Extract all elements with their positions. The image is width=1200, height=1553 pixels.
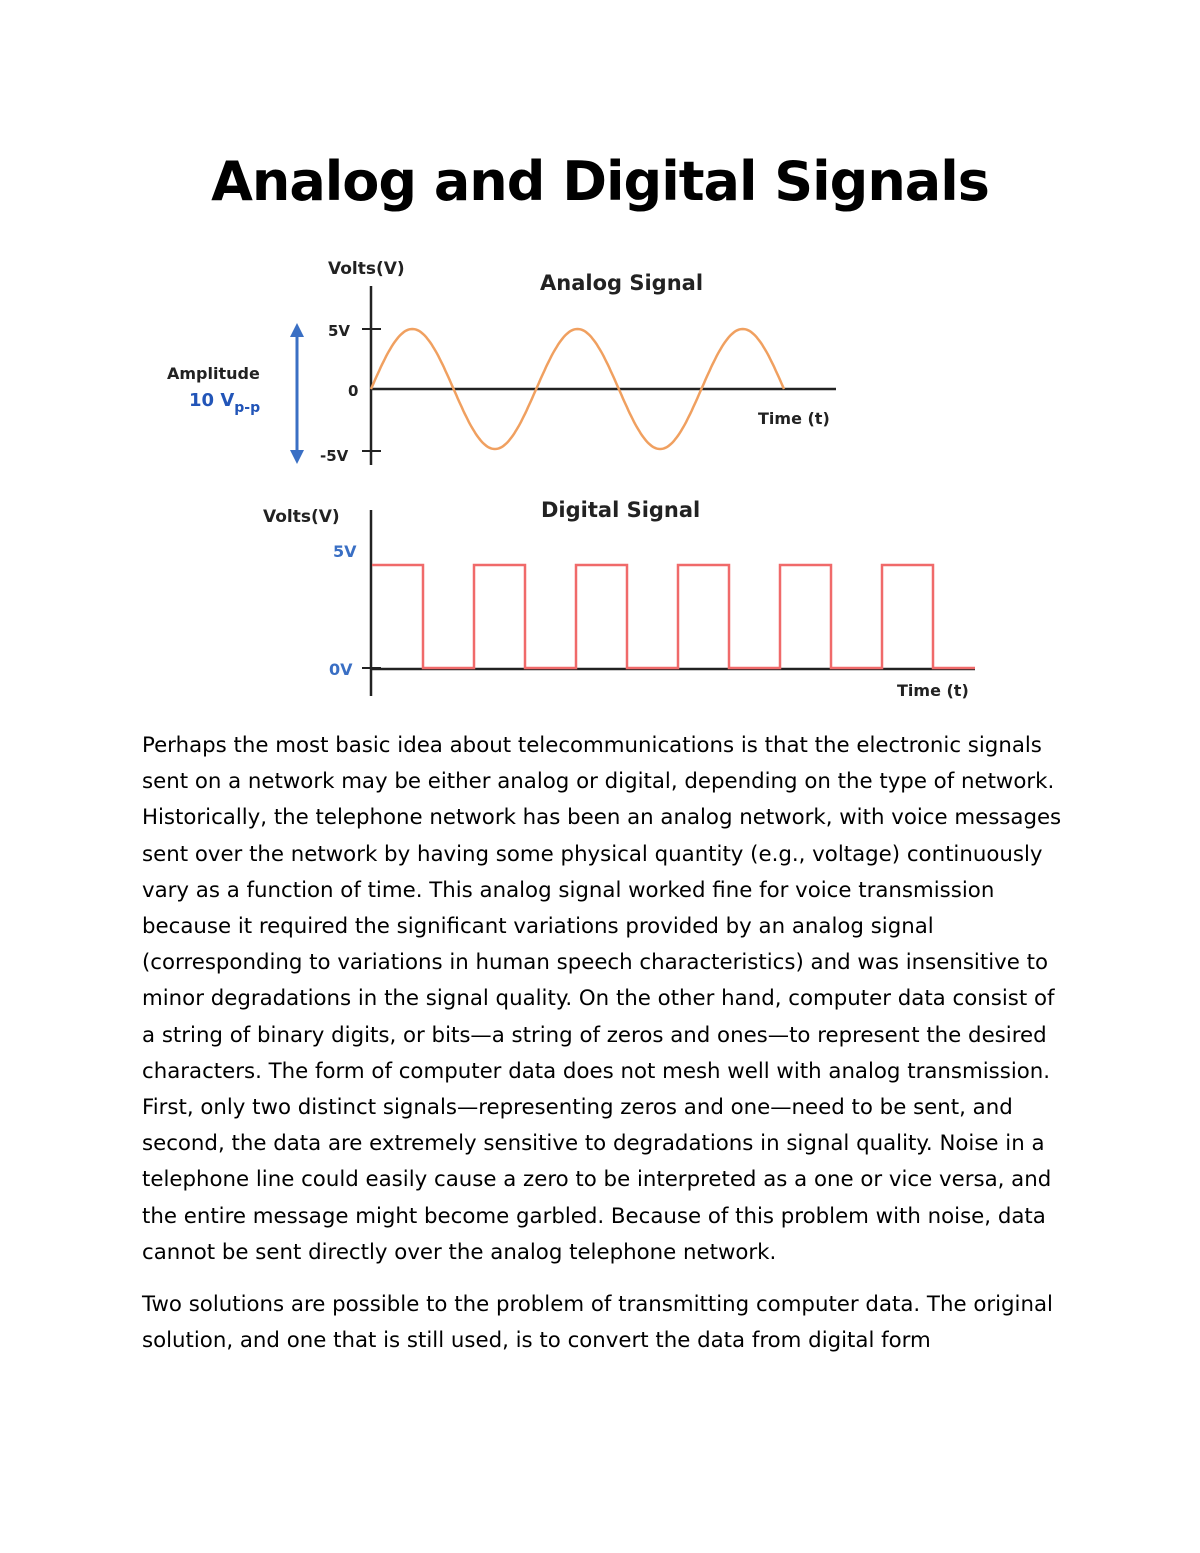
amplitude-arrow-up-icon [290,323,304,337]
analog-tick-label-0: 0 [348,382,359,400]
page-title: Analog and Digital Signals [211,150,989,213]
digital-tick-label-0v: 0V [329,660,353,679]
analog-tick-label-neg5v: -5V [320,447,349,465]
analog-tick-label-5v: 5V [328,322,351,340]
analog-ylabel: Volts(V) [328,259,405,279]
analog-xlabel: Time (t) [758,409,830,428]
amplitude-arrow-down-icon [290,450,304,464]
signal-figure [0,0,1200,720]
amplitude-value: 10 $V_{p-p}$ [189,390,261,416]
paragraph-1: Perhaps the most basic idea about telecommunications is that the electronic signals sent on a network may be either analog or digital, depending on the type of network. Historically, the telephone network has been an analog network, with voice messages sent over the network by having some physical quantity (e.g., voltage) continuously vary as a function of time. This analog signal worked fine for voice transmission because it required the significant variations provided by an analog signal (corresponding to variations in human speech characteristics) and was insensitive to minor degradations in the signal quality. On the other hand, computer data consist of a string of binary digits, or bits—a string of zeros and ones—to represent the desired characters. The form of computer data does not mesh well with analog transmission. First, only two distinct signals—representing zeros and one—need to be sent, and second, the data are extremely sensitive to degradations in signal quality. Noise in a telephone line could easily cause a zero to be interpreted as a one or vice versa, and the entire message might become garbled. Because of this problem with noise, data cannot be sent directly over the analog telephone network. [142,733,1062,1265]
digital-title: Digital Signal [541,498,701,522]
digital-ylabel: Volts(V) [263,507,340,527]
signal-diagram [0,0,1200,720]
digital-tick-label-5v: 5V [333,542,357,561]
amplitude-label: Amplitude [167,364,260,383]
digital-wave-line [372,565,975,668]
body-text [142,728,1072,1375]
analog-title: Analog Signal [540,271,704,295]
paragraph-2: Two solutions are possible to the problem of transmitting computer data. The original solution, and one that is still used, is to convert the data from digital form [142,1292,1053,1354]
digital-xlabel: Time (t) [897,681,969,700]
